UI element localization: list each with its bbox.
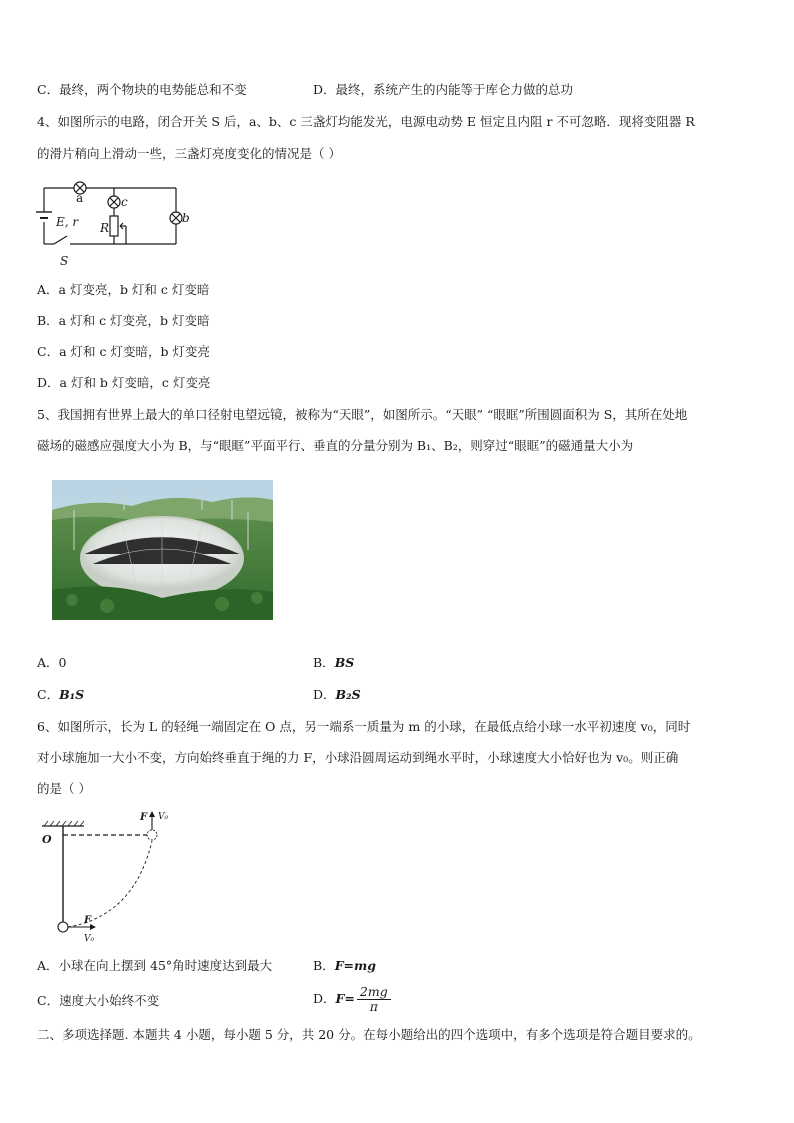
q6-option-c: C．速度大小始终不变 [37,993,160,1008]
q5-option-a: A．0 [37,655,67,670]
q4-option-b: B．a 灯和 c 灯变亮，b 灯变暗 [37,313,210,328]
q6-label-F-bottom: F [84,915,92,926]
q4-option-d: D．a 灯和 b 灯变暗，c 灯变亮 [37,375,211,390]
q6-stem-line2: 对小球施加一大小不变，方向始终垂直于绳的力 F，小球沿圆周运动到绳水平时，小球速度大小恰好也为 v₀。则正确 [37,750,679,765]
q3-option-d: D．最终，系统产生的内能等于库仑力做的总功 [313,82,574,97]
q4-option-a: A．a 灯变亮，b 灯和 c 灯变暗 [37,282,210,297]
q6-label-O: O [42,833,52,846]
section2-heading: 二、多项选择题. 本题共 4 小题，每小题 5 分，共 20 分。在每小题给出的四个选项中，有多个选项是符合题目要求的。 [37,1027,701,1042]
q6-label-V0-top: V₀ [158,812,169,822]
q3-option-c: C．最终，两个物块的电势能总和不变 [37,82,247,97]
q6-label-V0-bottom: V₀ [84,934,95,944]
q5-option-d: D．B₂S [313,687,361,702]
q4-label-a: a [76,191,84,205]
q6-option-a: A．小球在向上摆到 45°角时速度达到最大 [37,958,273,973]
q4-label-c: c [121,195,128,209]
q4-label-S: S [60,254,69,268]
q5-option-c: C．B₁S [37,687,85,702]
q4-label-source: E, r [56,215,79,229]
q6-stem-line1: 6、如图所示，长为 L 的轻绳一端固定在 O 点，另一端系一质量为 m 的小球，在最低点给小球一水平初速度 v₀，同时 [37,719,691,734]
q4-stem-line2: 的滑片稍向上滑动一些，三盏灯亮度变化的情况是（ ） [37,146,341,161]
q6-stem-line3: 的是（ ） [37,781,91,796]
fast-telescope-photo [52,480,273,620]
q6-option-d: D．F= $\frac{2mg}{\pi}$ [313,984,391,1014]
q4-stem-line1: 4、如图所示的电路，闭合开关 S 后，a、b、c 三盏灯均能发光，电源电动势 E 恒定且内阻 r 不可忽略．现将变阻器 R [37,114,695,129]
q5-stem-line1: 5、我国拥有世界上最大的单口径射电望远镜，被称为“天眼”，如图所示。“天眼” “眼眶”所围圆面积为 S，其所在处地 [37,407,688,422]
q4-circuit-diagram [34,172,194,272]
q6-label-F-top: F [140,812,148,823]
q6-option-b: B．F=mg [313,958,377,973]
q4-label-R: R [100,221,110,235]
q6-pendulum-diagram [34,806,194,948]
q5-option-b: B．BS [313,655,355,670]
q4-option-c: C．a 灯和 c 灯变暗，b 灯变亮 [37,344,210,359]
q4-label-b: b [182,211,190,225]
q5-stem-line2: 磁场的磁感应强度大小为 B，与“眼眶”平面平行、垂直的分量分别为 B₁、B₂，则穿过“眼眶”的磁通量大小为 [37,438,634,453]
